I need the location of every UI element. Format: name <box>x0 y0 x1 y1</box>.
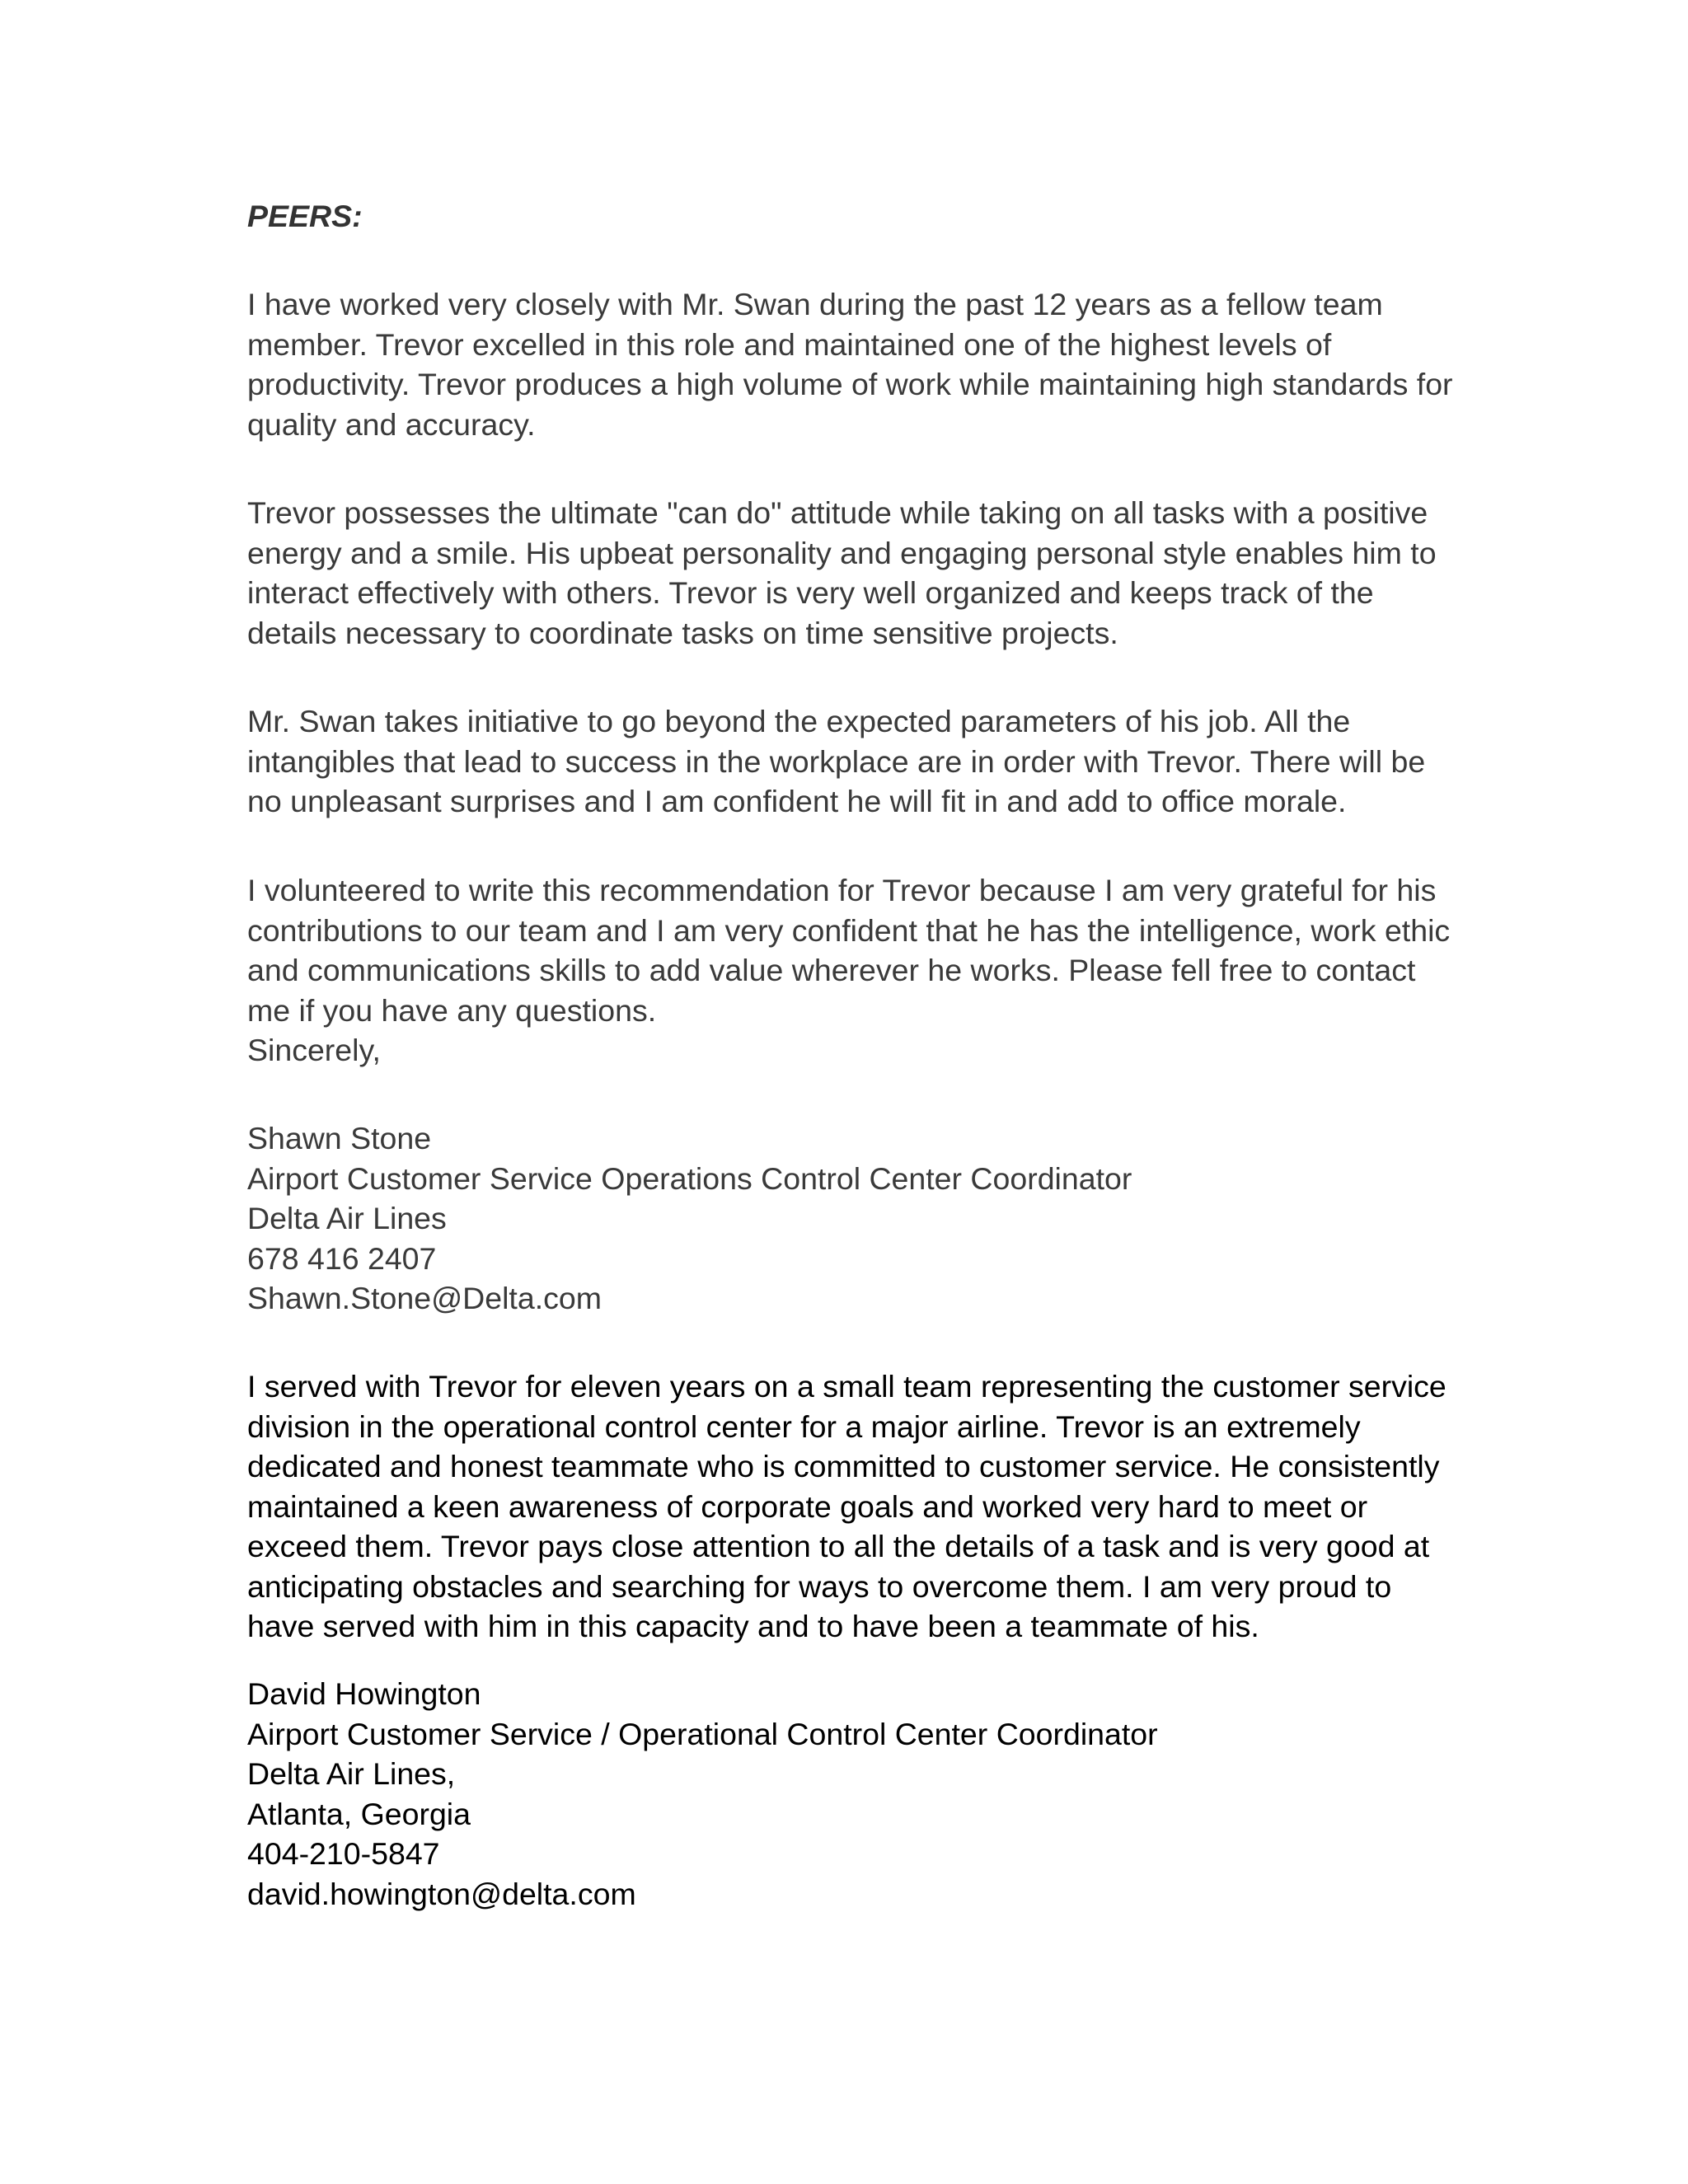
paragraph-5 <box>247 1366 1447 1647</box>
paragraph-line: maintained a keen awareness of corporate goals and worked very hard to meet or <box>247 1488 1368 1524</box>
paragraph-4 <box>247 870 1450 1071</box>
signer-title: Airport Customer Service / Operational Control Center Coordinator <box>247 1716 1158 1751</box>
paragraph-line: contributions to our team and I am very confident that he has the intelligence, work ethic <box>247 912 1451 948</box>
section-heading: PEERS: <box>247 199 363 233</box>
paragraph-line: Mr. Swan takes initiative to go beyond the expected parameters of his job. All the <box>247 704 1351 738</box>
paragraph-line: and communications skills to add value wherever he works. Please fell free to contact <box>247 953 1416 987</box>
signer-title: Airport Customer Service Operations Control Center Coordinator <box>247 1160 1132 1196</box>
signer-email: david.howington@delta.com <box>247 1876 636 1911</box>
paragraph-line: member. Trevor excelled in this role and maintained one of the highest levels of <box>247 326 1332 362</box>
paragraph-line: quality and accuracy. <box>247 406 536 442</box>
paragraph-line: dedicated and honest teammate who is committed to customer service. He consistently <box>247 1449 1440 1483</box>
signer-email: Shawn.Stone@Delta.com <box>247 1281 602 1315</box>
paragraph-line: me if you have any questions. <box>247 992 657 1028</box>
closing-salutation: Sincerely, <box>247 1033 381 1067</box>
paragraph-line: anticipating obstacles and searching for ways to overcome them. I am very proud to <box>247 1568 1392 1604</box>
paragraph-line: I have worked very closely with Mr. Swan during the past 12 years as a fellow team <box>247 287 1383 321</box>
paragraph-line: interact effectively with others. Trevor is very well organized and keeps track of the <box>247 575 1374 610</box>
paragraph-line: Trevor possesses the ultimate "can do" attitude while taking on all tasks with a positive <box>247 495 1428 530</box>
signer-phone: 678 416 2407 <box>247 1240 437 1276</box>
paragraph-line: details necessary to coordinate tasks on time sensitive projects. <box>247 615 1118 650</box>
signature-block-1 <box>247 1118 1132 1319</box>
signer-location: Atlanta, Georgia <box>247 1796 471 1831</box>
paragraph-line: energy and a smile. His upbeat personality and engaging personal style enables him to <box>247 535 1437 570</box>
signer-company: Delta Air Lines <box>247 1201 447 1235</box>
signer-company: Delta Air Lines, <box>247 1756 456 1791</box>
paragraph-1 <box>247 284 1453 444</box>
signature-block-2 <box>247 1674 1158 1914</box>
paragraph-line: I served with Trevor for eleven years on a small team representing the customer service <box>247 1369 1447 1404</box>
paragraph-line: I volunteered to write this recommendation for Trevor because I am very grateful for his <box>247 873 1437 907</box>
signer-phone: 404-210-5847 <box>247 1836 440 1871</box>
paragraph-2 <box>247 493 1437 653</box>
paragraph-line: no unpleasant surprises and I am confident he will fit in and add to office morale. <box>247 784 1347 818</box>
paragraph-line: have served with him in this capacity and to have been a teammate of his. <box>247 1609 1259 1643</box>
paragraph-line: division in the operational control center for a major airline. Trevor is an extremely <box>247 1408 1361 1444</box>
signer-name: David Howington <box>247 1676 481 1711</box>
paragraph-3 <box>247 701 1425 822</box>
paragraph-line: productivity. Trevor produces a high volume of work while maintaining high standards for <box>247 367 1453 401</box>
paragraph-line: intangibles that lead to success in the workplace are in order with Trevor. There will be <box>247 743 1426 779</box>
paragraph-line: exceed them. Trevor pays close attention to all the details of a task and is very good at <box>247 1529 1430 1563</box>
signer-name: Shawn Stone <box>247 1121 432 1155</box>
